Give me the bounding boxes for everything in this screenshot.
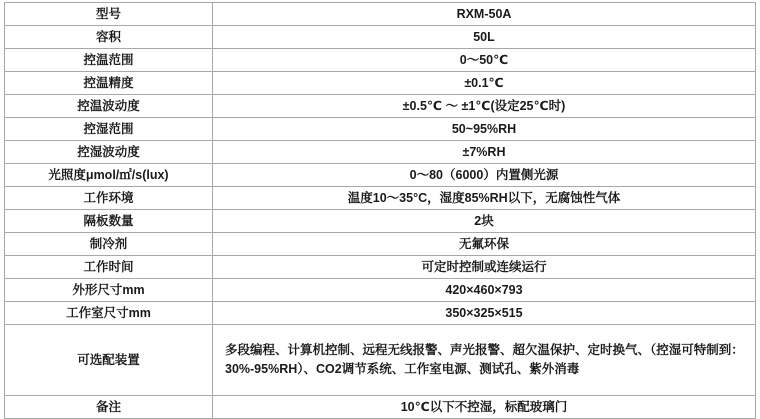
row-value: 420×460×793 <box>213 279 756 302</box>
table-row <box>5 118 756 141</box>
row-label: 工作室尺寸mm <box>5 302 213 325</box>
row-value: 350×325×515 <box>213 302 756 325</box>
specification-table <box>4 2 756 419</box>
row-value: ±0.5℃ ～ ±1℃(设定25℃时) <box>213 95 756 118</box>
row-label: 备注 <box>5 396 213 419</box>
table-row <box>5 164 756 187</box>
row-label: 外形尺寸mm <box>5 279 213 302</box>
row-label: 控湿波动度 <box>5 141 213 164</box>
specification-table-container <box>0 2 760 414</box>
table-row <box>5 210 756 233</box>
row-label: 制冷剂 <box>5 233 213 256</box>
row-value: 可定时控制或连续运行 <box>213 256 756 279</box>
row-label: 容积 <box>5 26 213 49</box>
row-label: 可选配装置 <box>5 325 213 396</box>
row-value: 10℃以下不控湿，标配玻璃门 <box>213 396 756 419</box>
table-row <box>5 302 756 325</box>
row-value: ±0.1℃ <box>213 72 756 95</box>
table-row <box>5 396 756 419</box>
table-row <box>5 233 756 256</box>
table-row <box>5 141 756 164</box>
row-label: 控温范围 <box>5 49 213 72</box>
table-row <box>5 49 756 72</box>
table-row <box>5 279 756 302</box>
row-value: 0～80（6000）内置侧光源 <box>213 164 756 187</box>
row-label: 隔板数量 <box>5 210 213 233</box>
row-value: 温度10～35°C，湿度85%RH以下，无腐蚀性气体 <box>213 187 756 210</box>
row-value: ±7%RH <box>213 141 756 164</box>
row-label: 控温精度 <box>5 72 213 95</box>
row-label: 控温波动度 <box>5 95 213 118</box>
row-label: 工作时间 <box>5 256 213 279</box>
row-value: 50~95%RH <box>213 118 756 141</box>
row-value: 50L <box>213 26 756 49</box>
table-row <box>5 72 756 95</box>
row-value: 多段编程、计算机控制、远程无线报警、声光报警、超欠温保护、定时换气、（控湿可特制到：30%-95%RH）、CO2调节系统、工作室电源、测试孔、紫外消毒 <box>213 325 756 396</box>
table-row <box>5 325 756 396</box>
table-row <box>5 95 756 118</box>
row-label: 型号 <box>5 3 213 26</box>
row-value: 无氟环保 <box>213 233 756 256</box>
row-value: RXM-50A <box>213 3 756 26</box>
row-label: 工作环境 <box>5 187 213 210</box>
table-row <box>5 256 756 279</box>
row-value: 2块 <box>213 210 756 233</box>
row-label: 控湿范围 <box>5 118 213 141</box>
table-row <box>5 3 756 26</box>
row-value: 0～50℃ <box>213 49 756 72</box>
table-row <box>5 26 756 49</box>
row-label: 光照度μmol/㎡/s(lux) <box>5 164 213 187</box>
table-row <box>5 187 756 210</box>
table-body <box>5 3 756 419</box>
